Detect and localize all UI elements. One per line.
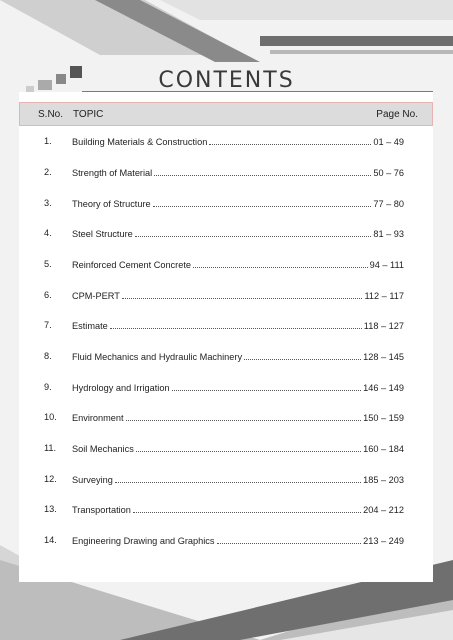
dot-leader (133, 504, 361, 513)
toc-row[interactable] (0, 320, 453, 334)
toc-row[interactable] (0, 382, 453, 396)
row-number: 14. (44, 535, 57, 545)
table-header (19, 102, 433, 126)
row-pages: 213 – 249 (363, 536, 404, 546)
page-title: CONTENTS (158, 68, 295, 93)
row-topic: Strength of Material (72, 168, 153, 178)
row-topic: Fluid Mechanics and Hydraulic Machinery (72, 352, 243, 362)
row-number: 3. (44, 198, 52, 208)
toc-row[interactable] (0, 351, 453, 365)
row-pages: 81 – 93 (373, 229, 404, 239)
row-topic: Theory of Structure (72, 199, 151, 209)
toc-row[interactable] (0, 259, 453, 273)
dot-leader (154, 167, 371, 176)
row-pages: 77 – 80 (373, 199, 404, 209)
row-topic: Hydrology and Irrigation (72, 383, 170, 393)
row-number: 2. (44, 167, 52, 177)
top-stripe-mid (160, 0, 453, 20)
row-number: 12. (44, 474, 57, 484)
row-topic: Transportation (72, 505, 131, 515)
toc-row[interactable] (0, 504, 453, 518)
row-number: 13. (44, 504, 57, 514)
toc-row[interactable] (0, 167, 453, 181)
row-topic: Building Materials & Construction (72, 137, 208, 147)
dot-leader (126, 412, 362, 421)
row-number: 4. (44, 228, 52, 238)
toc-row[interactable] (0, 443, 453, 457)
row-pages: 94 – 111 (369, 260, 404, 270)
dot-leader (122, 290, 363, 299)
dot-leader (136, 443, 361, 452)
dot-leader (217, 535, 362, 544)
toc-row[interactable] (0, 412, 453, 426)
toc-row[interactable] (0, 535, 453, 549)
row-number: 8. (44, 351, 52, 361)
toc-row[interactable] (0, 228, 453, 242)
row-pages: 01 – 49 (373, 137, 404, 147)
dot-leader (135, 228, 372, 237)
row-topic: Environment (72, 413, 124, 423)
toc-row[interactable] (0, 198, 453, 212)
row-pages: 112 – 117 (364, 291, 404, 301)
row-topic: CPM-PERT (72, 291, 120, 301)
row-number: 1. (44, 136, 52, 146)
row-topic: Soil Mechanics (72, 444, 134, 454)
row-number: 9. (44, 382, 52, 392)
row-topic: Estimate (72, 321, 108, 331)
row-topic: Steel Structure (72, 229, 133, 239)
row-number: 5. (44, 259, 52, 269)
toc-row[interactable] (0, 290, 453, 304)
header-topic: TOPIC (73, 109, 104, 120)
row-topic: Engineering Drawing and Graphics (72, 536, 215, 546)
row-topic: Surveying (72, 475, 113, 485)
dot-leader (209, 136, 371, 145)
row-number: 11. (44, 443, 57, 453)
top-right-bar (260, 36, 453, 46)
row-pages: 50 – 76 (373, 168, 404, 178)
dot-leader (244, 351, 361, 360)
row-pages: 128 – 145 (363, 352, 404, 362)
row-number: 7. (44, 320, 52, 330)
dot-leader (193, 259, 368, 268)
row-topic: Reinforced Cement Concrete (72, 260, 191, 270)
row-pages: 150 – 159 (363, 413, 404, 423)
row-pages: 185 – 203 (363, 475, 404, 485)
row-pages: 146 – 149 (363, 383, 404, 393)
dot-leader (110, 320, 362, 329)
dot-leader (153, 198, 372, 207)
toc-row[interactable] (0, 474, 453, 488)
dot-leader (115, 474, 361, 483)
row-pages: 118 – 127 (363, 321, 404, 331)
row-number: 10. (44, 412, 57, 422)
header-page-no: Page No. (376, 109, 418, 120)
row-number: 6. (44, 290, 52, 300)
row-pages: 204 – 212 (363, 505, 404, 515)
header-sno: S.No. (38, 109, 64, 120)
toc-row[interactable] (0, 136, 453, 150)
row-pages: 160 – 184 (363, 444, 404, 454)
dot-leader (172, 382, 362, 391)
top-right-bar-thin (270, 50, 453, 54)
